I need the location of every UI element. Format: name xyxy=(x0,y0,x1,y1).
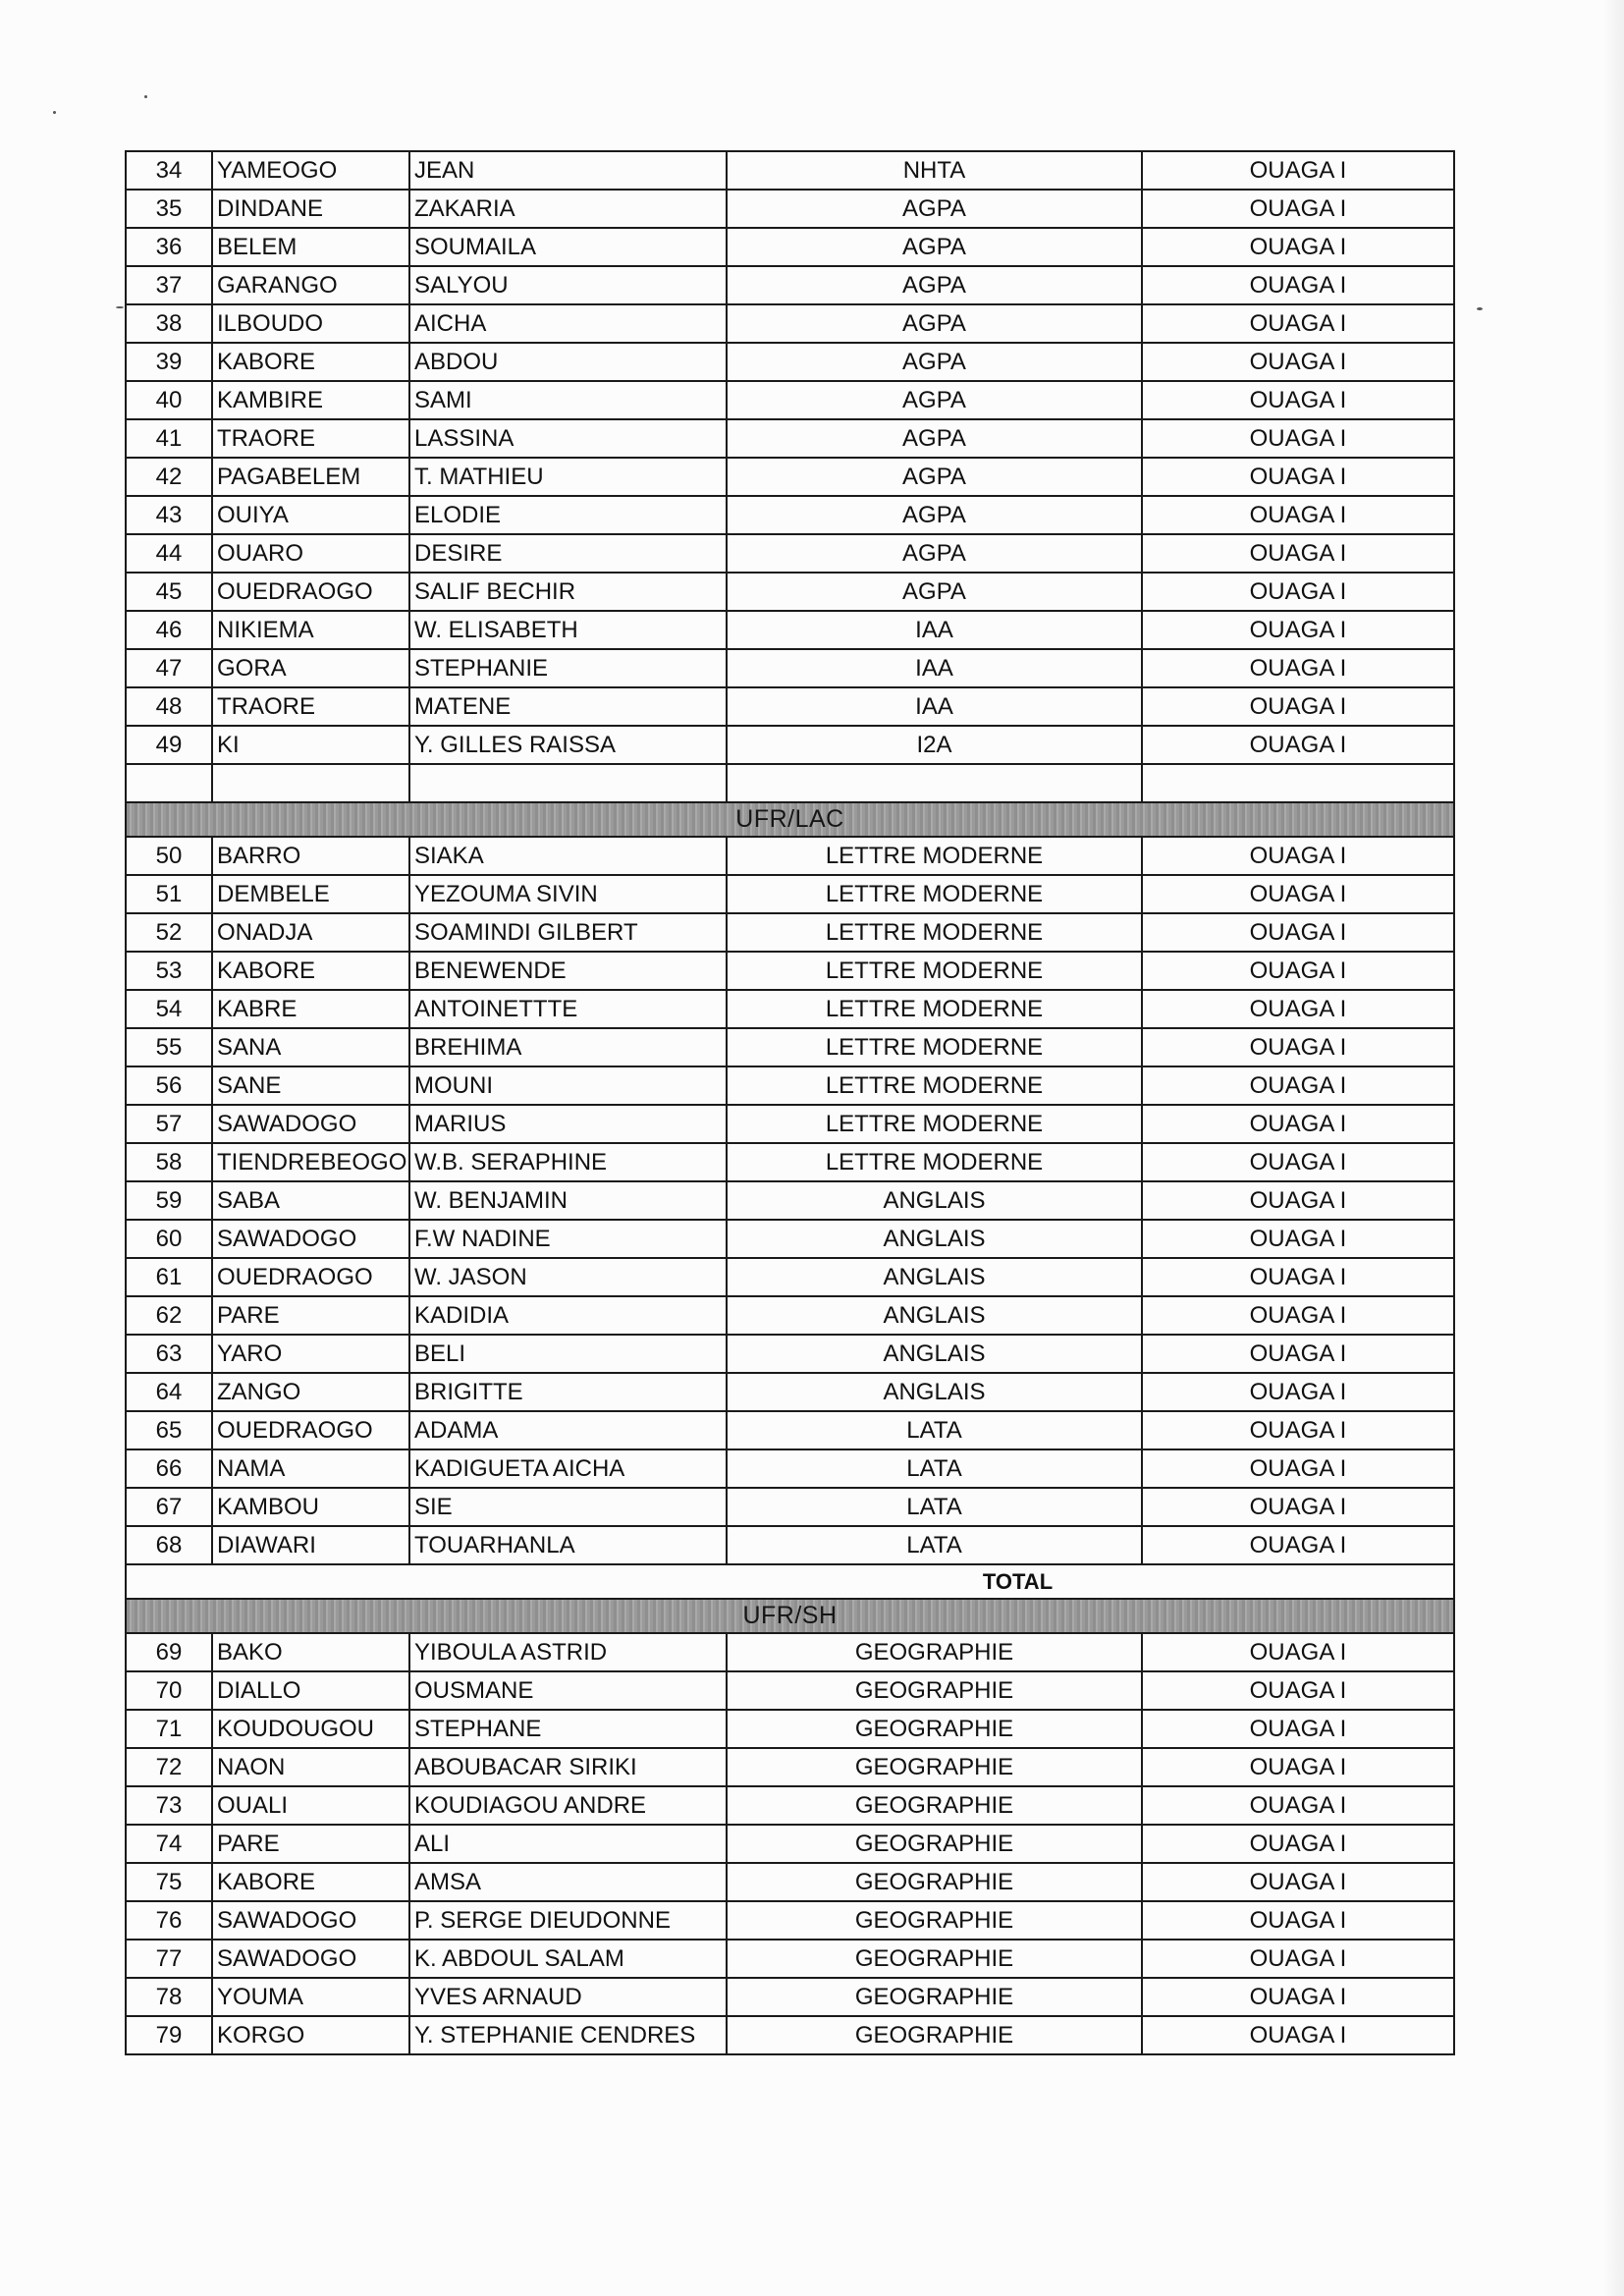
row-number-cell: 56 xyxy=(126,1066,212,1105)
row-number-cell: 42 xyxy=(126,458,212,496)
first-name-cell: YIBOULA ASTRID xyxy=(409,1633,727,1671)
last-name-cell: KABORE xyxy=(212,343,409,381)
table-row xyxy=(126,1940,1454,1978)
last-name-cell: NAON xyxy=(212,1748,409,1786)
last-name-cell: OUEDRAOGO xyxy=(212,573,409,611)
last-name-cell: NIKIEMA xyxy=(212,611,409,649)
university-cell: OUAGA I xyxy=(1142,1335,1454,1373)
program-cell: LATA xyxy=(727,1411,1142,1449)
program-cell: AGPA xyxy=(727,228,1142,266)
table-row xyxy=(126,1143,1454,1181)
first-name-cell: MATENE xyxy=(409,687,727,726)
program-cell: AGPA xyxy=(727,266,1142,304)
row-number-cell: 49 xyxy=(126,726,212,764)
row-number-cell: 45 xyxy=(126,573,212,611)
last-name-cell: KABORE xyxy=(212,1863,409,1901)
table-row xyxy=(126,1105,1454,1143)
university-cell: OUAGA I xyxy=(1142,1028,1454,1066)
row-number-cell: 64 xyxy=(126,1373,212,1411)
row-number-cell: 38 xyxy=(126,304,212,343)
university-cell: OUAGA I xyxy=(1142,573,1454,611)
row-number-cell: 62 xyxy=(126,1296,212,1335)
program-cell: AGPA xyxy=(727,458,1142,496)
row-number-cell: 79 xyxy=(126,2016,212,2054)
table-row xyxy=(126,1825,1454,1863)
row-number-cell: 60 xyxy=(126,1220,212,1258)
row-number-cell: 41 xyxy=(126,419,212,458)
table-row xyxy=(126,1258,1454,1296)
first-name-cell: ABDOU xyxy=(409,343,727,381)
first-name-cell: DESIRE xyxy=(409,534,727,573)
scan-speck xyxy=(1477,307,1483,310)
last-name-cell: SAWADOGO xyxy=(212,1940,409,1978)
table-row xyxy=(126,687,1454,726)
table-row xyxy=(126,496,1454,534)
program-cell: GEOGRAPHIE xyxy=(727,1671,1142,1710)
scan-speck xyxy=(144,95,147,98)
university-cell: OUAGA I xyxy=(1142,990,1454,1028)
program-cell: ANGLAIS xyxy=(727,1220,1142,1258)
university-cell: OUAGA I xyxy=(1142,1066,1454,1105)
last-name-cell: GORA xyxy=(212,649,409,687)
last-name-cell: PARE xyxy=(212,1825,409,1863)
first-name-cell: KADIGUETA AICHA xyxy=(409,1449,727,1488)
first-name-cell: MOUNI xyxy=(409,1066,727,1105)
last-name-cell: SABA xyxy=(212,1181,409,1220)
scan-edge-shadow xyxy=(1602,0,1624,2296)
last-name-cell: OUIYA xyxy=(212,496,409,534)
last-name-cell: SAWADOGO xyxy=(212,1901,409,1940)
first-name-cell: SIE xyxy=(409,1488,727,1526)
row-number-cell xyxy=(126,764,212,802)
program-cell: LETTRE MODERNE xyxy=(727,1143,1142,1181)
last-name-cell: ILBOUDO xyxy=(212,304,409,343)
table-row xyxy=(126,1181,1454,1220)
table-row xyxy=(126,458,1454,496)
university-cell: OUAGA I xyxy=(1142,1940,1454,1978)
first-name-cell: SALYOU xyxy=(409,266,727,304)
last-name-cell: TRAORE xyxy=(212,687,409,726)
program-cell: LATA xyxy=(727,1488,1142,1526)
first-name-cell: ANTOINETTTE xyxy=(409,990,727,1028)
university-cell: OUAGA I xyxy=(1142,266,1454,304)
row-number-cell: 75 xyxy=(126,1863,212,1901)
last-name-cell: PAGABELEM xyxy=(212,458,409,496)
table-row xyxy=(126,1978,1454,2016)
first-name-cell: W. JASON xyxy=(409,1258,727,1296)
program-cell: NHTA xyxy=(727,151,1142,190)
program-cell: ANGLAIS xyxy=(727,1296,1142,1335)
row-number-cell: 55 xyxy=(126,1028,212,1066)
row-number-cell: 69 xyxy=(126,1633,212,1671)
last-name-cell: DIAWARI xyxy=(212,1526,409,1564)
last-name-cell: SAWADOGO xyxy=(212,1220,409,1258)
row-number-cell: 61 xyxy=(126,1258,212,1296)
row-number-cell: 39 xyxy=(126,343,212,381)
row-number-cell: 73 xyxy=(126,1786,212,1825)
table-row xyxy=(126,1296,1454,1335)
program-cell: AGPA xyxy=(727,381,1142,419)
blank-row xyxy=(126,764,1454,802)
table-row xyxy=(126,726,1454,764)
university-cell: OUAGA I xyxy=(1142,1181,1454,1220)
university-cell: OUAGA I xyxy=(1142,1373,1454,1411)
first-name-cell: W. BENJAMIN xyxy=(409,1181,727,1220)
program-cell: IAA xyxy=(727,687,1142,726)
program-cell: GEOGRAPHIE xyxy=(727,1786,1142,1825)
table-row xyxy=(126,1901,1454,1940)
university-cell: OUAGA I xyxy=(1142,952,1454,990)
program-cell: AGPA xyxy=(727,190,1142,228)
row-number-cell: 66 xyxy=(126,1449,212,1488)
first-name-cell: YEZOUMA SIVIN xyxy=(409,875,727,913)
row-number-cell: 40 xyxy=(126,381,212,419)
last-name-cell: KAMBOU xyxy=(212,1488,409,1526)
program-cell: GEOGRAPHIE xyxy=(727,1901,1142,1940)
university-cell: OUAGA I xyxy=(1142,875,1454,913)
row-number-cell: 57 xyxy=(126,1105,212,1143)
university-cell: OUAGA I xyxy=(1142,151,1454,190)
first-name-cell: P. SERGE DIEUDONNE xyxy=(409,1901,727,1940)
row-number-cell: 71 xyxy=(126,1710,212,1748)
table-row xyxy=(126,952,1454,990)
section-header-row xyxy=(126,1599,1454,1633)
row-number-cell: 43 xyxy=(126,496,212,534)
university-cell: OUAGA I xyxy=(1142,1710,1454,1748)
program-cell: AGPA xyxy=(727,343,1142,381)
first-name-cell: ELODIE xyxy=(409,496,727,534)
first-name-cell: BENEWENDE xyxy=(409,952,727,990)
first-name-cell: Y. STEPHANIE CENDRES xyxy=(409,2016,727,2054)
first-name-cell: SIAKA xyxy=(409,837,727,875)
total-row xyxy=(126,1564,1454,1599)
program-cell: AGPA xyxy=(727,496,1142,534)
university-cell: OUAGA I xyxy=(1142,913,1454,952)
row-number-cell: 65 xyxy=(126,1411,212,1449)
table-row xyxy=(126,875,1454,913)
first-name-cell: W.B. SERAPHINE xyxy=(409,1143,727,1181)
program-cell: ANGLAIS xyxy=(727,1335,1142,1373)
last-name-cell: DIALLO xyxy=(212,1671,409,1710)
table-row xyxy=(126,151,1454,190)
table-row xyxy=(126,343,1454,381)
table-row xyxy=(126,611,1454,649)
table-row xyxy=(126,649,1454,687)
university-cell: OUAGA I xyxy=(1142,2016,1454,2054)
university-cell: OUAGA I xyxy=(1142,1786,1454,1825)
program-cell: GEOGRAPHIE xyxy=(727,1633,1142,1671)
university-cell: OUAGA I xyxy=(1142,1296,1454,1335)
last-name-cell: TIENDREBEOGO xyxy=(212,1143,409,1181)
table-row xyxy=(126,1449,1454,1488)
university-cell: OUAGA I xyxy=(1142,1449,1454,1488)
row-number-cell: 76 xyxy=(126,1901,212,1940)
program-cell: LETTRE MODERNE xyxy=(727,1028,1142,1066)
program-cell: ANGLAIS xyxy=(727,1181,1142,1220)
row-number-cell: 48 xyxy=(126,687,212,726)
row-number-cell: 46 xyxy=(126,611,212,649)
last-name-cell: OUEDRAOGO xyxy=(212,1258,409,1296)
last-name-cell: OUARO xyxy=(212,534,409,573)
university-cell: OUAGA I xyxy=(1142,304,1454,343)
first-name-cell: OUSMANE xyxy=(409,1671,727,1710)
university-cell: OUAGA I xyxy=(1142,1633,1454,1671)
row-number-cell: 36 xyxy=(126,228,212,266)
program-cell: AGPA xyxy=(727,573,1142,611)
first-name-cell: KADIDIA xyxy=(409,1296,727,1335)
table-row xyxy=(126,534,1454,573)
first-name-cell: ADAMA xyxy=(409,1411,727,1449)
university-cell: OUAGA I xyxy=(1142,1671,1454,1710)
row-number-cell: 70 xyxy=(126,1671,212,1710)
table-row xyxy=(126,304,1454,343)
university-cell: OUAGA I xyxy=(1142,726,1454,764)
first-name-cell: STEPHANIE xyxy=(409,649,727,687)
last-name-cell: ONADJA xyxy=(212,913,409,952)
last-name-cell: DINDANE xyxy=(212,190,409,228)
program-cell: AGPA xyxy=(727,304,1142,343)
first-name-cell: AICHA xyxy=(409,304,727,343)
last-name-cell: SAWADOGO xyxy=(212,1105,409,1143)
table-row xyxy=(126,1411,1454,1449)
university-cell: OUAGA I xyxy=(1142,534,1454,573)
last-name-cell: KORGO xyxy=(212,2016,409,2054)
university-cell: OUAGA I xyxy=(1142,190,1454,228)
table-row xyxy=(126,1066,1454,1105)
table-row xyxy=(126,1488,1454,1526)
row-number-cell: 44 xyxy=(126,534,212,573)
last-name-cell: TRAORE xyxy=(212,419,409,458)
first-name-cell: ABOUBACAR SIRIKI xyxy=(409,1748,727,1786)
program-cell: GEOGRAPHIE xyxy=(727,2016,1142,2054)
first-name-cell: F.W NADINE xyxy=(409,1220,727,1258)
row-number-cell: 59 xyxy=(126,1181,212,1220)
table-row xyxy=(126,990,1454,1028)
table-row xyxy=(126,1526,1454,1564)
first-name-cell: ALI xyxy=(409,1825,727,1863)
first-name-cell: JEAN xyxy=(409,151,727,190)
first-name-cell: KOUDIAGOU ANDRE xyxy=(409,1786,727,1825)
program-cell: GEOGRAPHIE xyxy=(727,1825,1142,1863)
row-number-cell: 58 xyxy=(126,1143,212,1181)
university-cell: OUAGA I xyxy=(1142,1258,1454,1296)
row-number-cell: 77 xyxy=(126,1940,212,1978)
row-number-cell: 47 xyxy=(126,649,212,687)
table-row xyxy=(126,1710,1454,1748)
last-name-cell: SANA xyxy=(212,1028,409,1066)
first-name-cell: W. ELISABETH xyxy=(409,611,727,649)
program-cell: LETTRE MODERNE xyxy=(727,913,1142,952)
university-cell: OUAGA I xyxy=(1142,1825,1454,1863)
program-cell: GEOGRAPHIE xyxy=(727,1710,1142,1748)
last-name-cell: KAMBIRE xyxy=(212,381,409,419)
last-name-cell: SANE xyxy=(212,1066,409,1105)
last-name-cell: DEMBELE xyxy=(212,875,409,913)
program-cell: LETTRE MODERNE xyxy=(727,990,1142,1028)
first-name-cell: T. MATHIEU xyxy=(409,458,727,496)
program-cell: LETTRE MODERNE xyxy=(727,875,1142,913)
university-cell: OUAGA I xyxy=(1142,687,1454,726)
row-number-cell: 54 xyxy=(126,990,212,1028)
university-cell: OUAGA I xyxy=(1142,343,1454,381)
table-row xyxy=(126,2016,1454,2054)
last-name-cell: YOUMA xyxy=(212,1978,409,2016)
first-name-cell: TOUARHANLA xyxy=(409,1526,727,1564)
table-row xyxy=(126,228,1454,266)
first-name-cell: SAMI xyxy=(409,381,727,419)
university-cell: OUAGA I xyxy=(1142,1978,1454,2016)
row-number-cell: 72 xyxy=(126,1748,212,1786)
program-cell: AGPA xyxy=(727,419,1142,458)
program-cell: LATA xyxy=(727,1526,1142,1564)
last-name-cell: KABORE xyxy=(212,952,409,990)
program-cell: LATA xyxy=(727,1449,1142,1488)
program-cell: LETTRE MODERNE xyxy=(727,1066,1142,1105)
university-cell: OUAGA I xyxy=(1142,837,1454,875)
table-row xyxy=(126,1863,1454,1901)
last-name-cell: KOUDOUGOU xyxy=(212,1710,409,1748)
first-name-cell: Y. GILLES RAISSA xyxy=(409,726,727,764)
row-number-cell: 51 xyxy=(126,875,212,913)
table-row xyxy=(126,573,1454,611)
university-cell: OUAGA I xyxy=(1142,1901,1454,1940)
last-name-cell: NAMA xyxy=(212,1449,409,1488)
program-cell: LETTRE MODERNE xyxy=(727,1105,1142,1143)
program-cell: LETTRE MODERNE xyxy=(727,952,1142,990)
first-name-cell: YVES ARNAUD xyxy=(409,1978,727,2016)
program-cell: GEOGRAPHIE xyxy=(727,1863,1142,1901)
table-row xyxy=(126,1373,1454,1411)
university-cell: OUAGA I xyxy=(1142,1863,1454,1901)
row-number-cell: 37 xyxy=(126,266,212,304)
table-row xyxy=(126,419,1454,458)
table-row xyxy=(126,1335,1454,1373)
section-header-row xyxy=(126,802,1454,837)
last-name-cell: BARRO xyxy=(212,837,409,875)
last-name-cell: BAKO xyxy=(212,1633,409,1671)
last-name-cell: KI xyxy=(212,726,409,764)
row-number-cell: 68 xyxy=(126,1526,212,1564)
program-cell: I2A xyxy=(727,726,1142,764)
program-cell: GEOGRAPHIE xyxy=(727,1748,1142,1786)
table-row xyxy=(126,381,1454,419)
roster-body xyxy=(126,151,1454,2054)
university-cell: OUAGA I xyxy=(1142,1488,1454,1526)
first-name-cell: K. ABDOUL SALAM xyxy=(409,1940,727,1978)
program-cell: IAA xyxy=(727,611,1142,649)
table-row xyxy=(126,266,1454,304)
row-number-cell: 35 xyxy=(126,190,212,228)
university-cell: OUAGA I xyxy=(1142,1105,1454,1143)
program-cell: IAA xyxy=(727,649,1142,687)
program-cell: GEOGRAPHIE xyxy=(727,1978,1142,2016)
university-cell: OUAGA I xyxy=(1142,496,1454,534)
university-cell xyxy=(1142,764,1454,802)
last-name-cell: GARANGO xyxy=(212,266,409,304)
first-name-cell: STEPHANE xyxy=(409,1710,727,1748)
scan-speck xyxy=(53,111,56,114)
last-name-cell: BELEM xyxy=(212,228,409,266)
university-cell: OUAGA I xyxy=(1142,1220,1454,1258)
program-cell: ANGLAIS xyxy=(727,1373,1142,1411)
table-row xyxy=(126,1748,1454,1786)
university-cell: OUAGA I xyxy=(1142,1748,1454,1786)
row-number-cell: 50 xyxy=(126,837,212,875)
row-number-cell: 74 xyxy=(126,1825,212,1863)
university-cell: OUAGA I xyxy=(1142,1411,1454,1449)
first-name-cell: MARIUS xyxy=(409,1105,727,1143)
last-name-cell: PARE xyxy=(212,1296,409,1335)
total-cell xyxy=(126,1564,1454,1599)
university-cell: OUAGA I xyxy=(1142,228,1454,266)
first-name-cell: BREHIMA xyxy=(409,1028,727,1066)
university-cell: OUAGA I xyxy=(1142,1143,1454,1181)
table-row xyxy=(126,1028,1454,1066)
first-name-cell: BELI xyxy=(409,1335,727,1373)
row-number-cell: 78 xyxy=(126,1978,212,2016)
row-number-cell: 63 xyxy=(126,1335,212,1373)
table-row xyxy=(126,1220,1454,1258)
university-cell: OUAGA I xyxy=(1142,381,1454,419)
university-cell: OUAGA I xyxy=(1142,458,1454,496)
last-name-cell: KABRE xyxy=(212,990,409,1028)
first-name-cell: SOUMAILA xyxy=(409,228,727,266)
table-row xyxy=(126,1633,1454,1671)
last-name-cell: YARO xyxy=(212,1335,409,1373)
scan-speck xyxy=(116,306,124,308)
total-label: TOTAL xyxy=(982,1568,1054,1594)
table-row xyxy=(126,1786,1454,1825)
first-name-cell: ZAKARIA xyxy=(409,190,727,228)
table-row xyxy=(126,837,1454,875)
first-name-cell: AMSA xyxy=(409,1863,727,1901)
table-row xyxy=(126,1671,1454,1710)
row-number-cell: 34 xyxy=(126,151,212,190)
table-row xyxy=(126,190,1454,228)
last-name-cell xyxy=(212,764,409,802)
section-title: UFR/LAC xyxy=(126,802,1454,837)
first-name-cell: SALIF BECHIR xyxy=(409,573,727,611)
university-cell: OUAGA I xyxy=(1142,649,1454,687)
first-name-cell: LASSINA xyxy=(409,419,727,458)
first-name-cell: BRIGITTE xyxy=(409,1373,727,1411)
student-roster-table xyxy=(125,150,1455,2055)
first-name-cell: SOAMINDI GILBERT xyxy=(409,913,727,952)
last-name-cell: OUALI xyxy=(212,1786,409,1825)
last-name-cell: YAMEOGO xyxy=(212,151,409,190)
program-cell: AGPA xyxy=(727,534,1142,573)
table-row xyxy=(126,913,1454,952)
section-title: UFR/SH xyxy=(126,1599,1454,1633)
row-number-cell: 52 xyxy=(126,913,212,952)
program-cell: LETTRE MODERNE xyxy=(727,837,1142,875)
row-number-cell: 67 xyxy=(126,1488,212,1526)
program-cell xyxy=(727,764,1142,802)
university-cell: OUAGA I xyxy=(1142,1526,1454,1564)
university-cell: OUAGA I xyxy=(1142,419,1454,458)
program-cell: GEOGRAPHIE xyxy=(727,1940,1142,1978)
first-name-cell xyxy=(409,764,727,802)
last-name-cell: OUEDRAOGO xyxy=(212,1411,409,1449)
row-number-cell: 53 xyxy=(126,952,212,990)
last-name-cell: ZANGO xyxy=(212,1373,409,1411)
university-cell: OUAGA I xyxy=(1142,611,1454,649)
program-cell: ANGLAIS xyxy=(727,1258,1142,1296)
